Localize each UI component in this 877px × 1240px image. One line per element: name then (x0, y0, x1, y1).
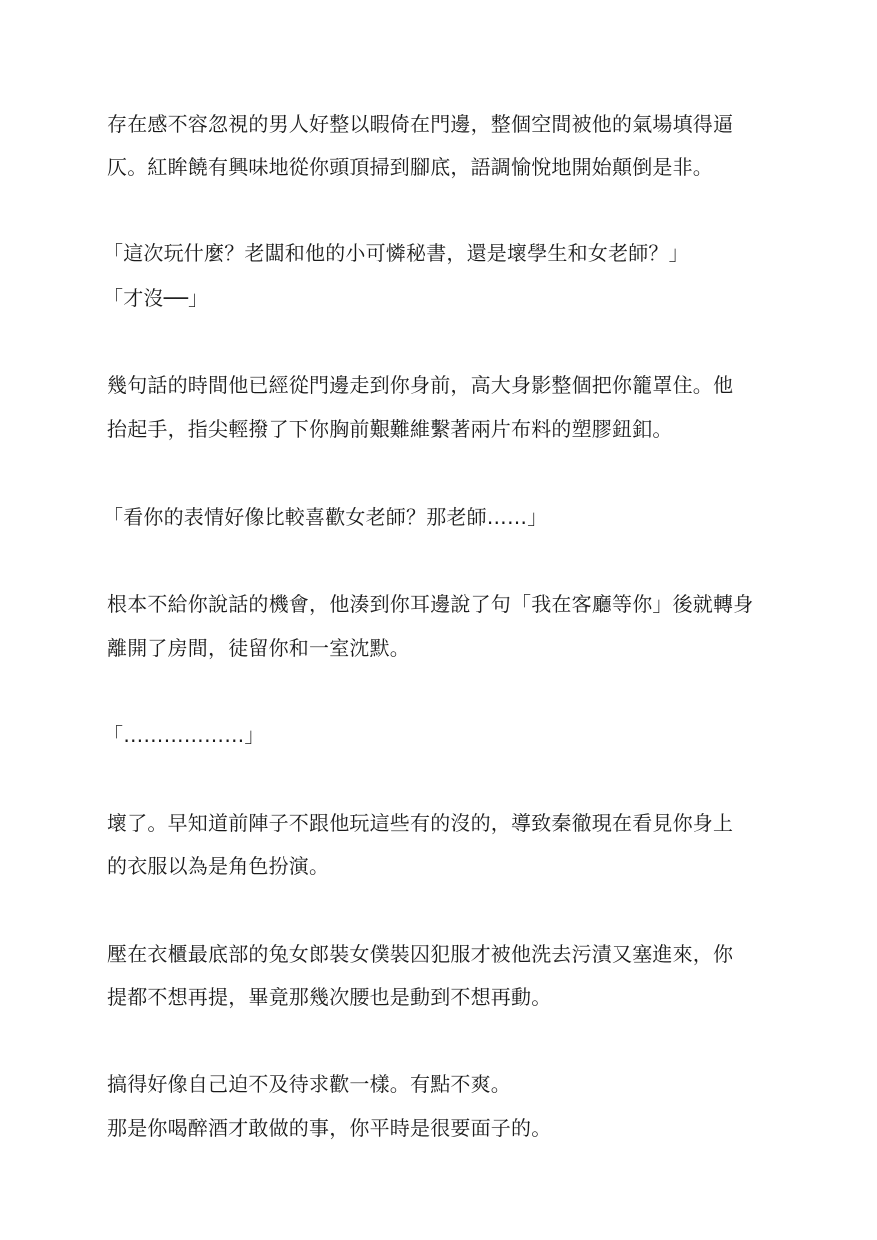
text-line: 離開了房間，徒留你和一室沈默。 (107, 636, 410, 660)
text-line: 仄。紅眸饒有興味地從你頭頂掃到腳底，語調愉悅地開始顛倒是非。 (107, 155, 713, 179)
dialogue-line: 「才沒──」 (103, 286, 209, 310)
text-line: 存在感不容忽視的男人好整以暇倚在門邊，整個空間被他的氣場填得逼 (107, 112, 734, 136)
dialogue-line: 「這次玩什麼？老闆和他的小可憐秘書，還是壞學生和女老師？」 (103, 241, 689, 265)
dialogue-line: 「………………」 (103, 723, 265, 747)
text-line: 那是你喝醉酒才敢做的事，你平時是很要面子的。 (107, 1116, 552, 1140)
dialogue-line: 「看你的表情好像比較喜歡女老師？那老師……」 (103, 505, 548, 529)
text-line: 搞得好像自己迫不及待求歡一樣。有點不爽。 (107, 1072, 511, 1096)
text-line: 壞了。早知道前陣子不跟他玩這些有的沒的，導致秦徹現在看見你身上 (107, 811, 734, 835)
text-line: 壓在衣櫃最底部的兔女郎裝女僕裝囚犯服才被他洗去污漬又塞進來，你 (107, 942, 734, 966)
text-line: 幾句話的時間他已經從門邊走到你身前，高大身影整個把你籠罩住。他 (107, 373, 734, 397)
text-line: 抬起手，指尖輕撥了下你胸前艱難維繫著兩片布料的塑膠鈕釦。 (107, 417, 673, 441)
text-line: 根本不給你說話的機會，他湊到你耳邊說了句「我在客廳等你」後就轉身 (107, 592, 754, 616)
text-line: 提都不想再提，畢竟那幾次腰也是動到不想再動。 (107, 985, 552, 1009)
text-line: 的衣服以為是角色扮演。 (107, 854, 330, 878)
